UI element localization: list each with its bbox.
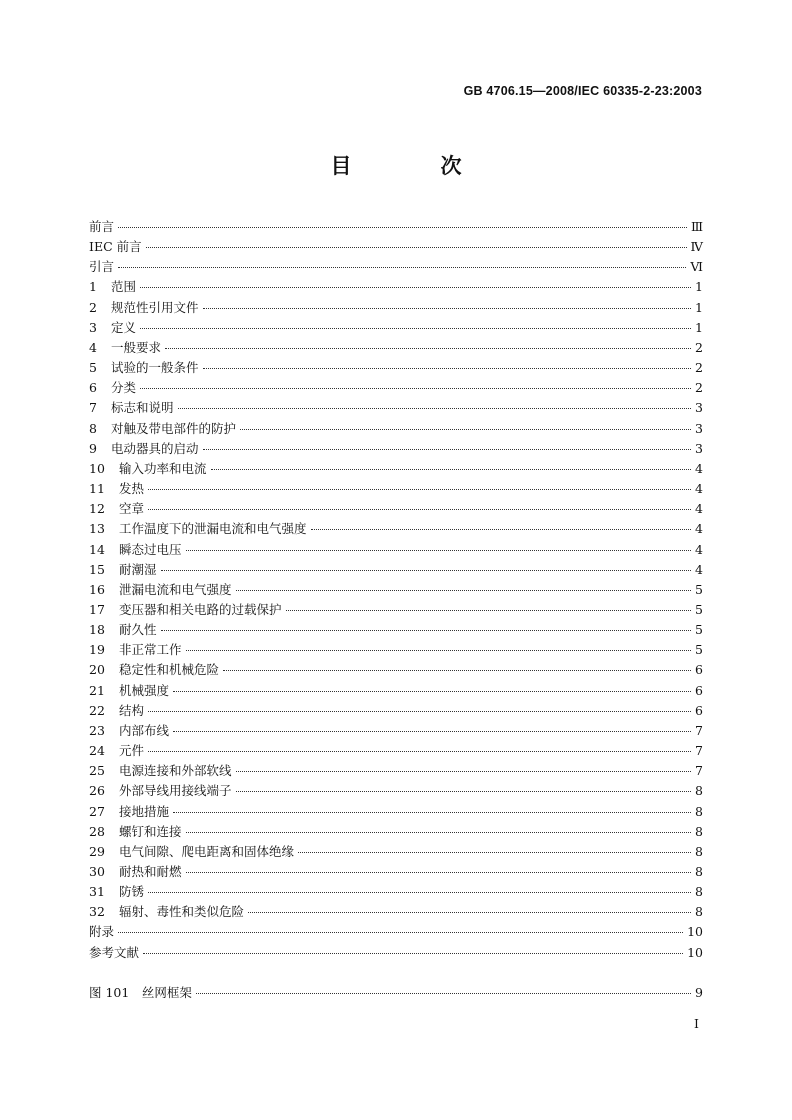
toc-entry-label: 一般要求 xyxy=(111,339,162,355)
toc-entry[interactable] xyxy=(89,902,703,922)
dot-leader xyxy=(223,670,691,671)
toc-entry-page: 3 xyxy=(695,420,703,436)
dot-leader xyxy=(161,630,691,631)
toc-entry-page: 4 xyxy=(695,521,703,537)
toc-entry[interactable] xyxy=(89,217,703,237)
toc-entry-page: 9 xyxy=(695,984,703,1000)
toc-entry-label: 对触及带电部件的防护 xyxy=(111,420,237,436)
dot-leader xyxy=(118,932,683,933)
toc-entry[interactable] xyxy=(89,237,703,257)
toc-entry-number: 11 xyxy=(89,481,105,497)
toc-entry[interactable] xyxy=(89,459,703,479)
toc-entry[interactable] xyxy=(89,943,703,963)
toc-entry-label: 螺钉和连接 xyxy=(119,823,182,839)
toc-entry-label: 参考文献 xyxy=(89,944,140,960)
dot-leader xyxy=(186,832,691,833)
toc-entry-label: 瞬态过电压 xyxy=(119,541,182,557)
toc-entry-page: 6 xyxy=(695,702,703,718)
toc-entry[interactable] xyxy=(89,318,703,338)
toc-entry-label: 机械强度 xyxy=(119,682,170,698)
toc-entry-label: 辐射、毒性和类似危险 xyxy=(119,904,245,920)
toc-entry[interactable] xyxy=(89,298,703,318)
toc-entry-number: 10 xyxy=(89,460,105,476)
toc-entry-label: 稳定性和机械危险 xyxy=(119,662,220,678)
toc-entry-number: 6 xyxy=(89,380,97,396)
toc-entry-page: 1 xyxy=(695,299,703,315)
toc-entry-label: 耐潮湿 xyxy=(119,561,157,577)
dot-leader xyxy=(248,912,691,913)
toc-entry[interactable] xyxy=(89,277,703,297)
toc-entry-page: 2 xyxy=(695,380,703,396)
dot-leader xyxy=(140,388,691,389)
toc-entry-label: 接地措施 xyxy=(119,803,170,819)
toc-entry-page: 8 xyxy=(695,783,703,799)
toc-entry-label: 泄漏电流和电气强度 xyxy=(119,581,232,597)
toc-entry-page: 7 xyxy=(695,763,703,779)
toc-entry-label: 耐热和耐燃 xyxy=(119,864,182,879)
dot-leader xyxy=(286,610,691,611)
dot-leader xyxy=(203,308,691,309)
page-number: Ⅰ xyxy=(694,1016,699,1031)
toc-entry-number: 27 xyxy=(89,803,105,819)
dot-leader xyxy=(148,509,691,510)
toc-entry[interactable] xyxy=(89,640,703,660)
toc-entry[interactable] xyxy=(89,781,703,801)
toc-entry-label: 前言 xyxy=(89,219,115,234)
toc-entry-number: 25 xyxy=(89,763,105,779)
toc-entry[interactable] xyxy=(89,862,703,882)
toc-entry-page: 5 xyxy=(695,581,703,597)
toc-entry-page: 2 xyxy=(695,339,703,355)
toc-entry-label: 防锈 xyxy=(119,884,145,900)
toc-entry-number: 12 xyxy=(89,501,105,517)
dot-leader xyxy=(148,711,691,712)
dot-leader xyxy=(236,791,691,792)
toc-entry-number: 14 xyxy=(89,541,105,557)
toc-entry-number: 22 xyxy=(89,702,105,718)
figure-entry-label: 图 101 丝网框架 xyxy=(89,984,192,1000)
toc-entry-label: 电气间隙、爬电距离和固体绝缘 xyxy=(119,843,295,859)
toc-entry[interactable] xyxy=(89,499,703,519)
toc-entry-number: 17 xyxy=(89,601,105,617)
toc-entry-label: 附录 xyxy=(89,924,115,940)
toc-entry[interactable] xyxy=(89,439,703,459)
toc-entry-label: 引言 xyxy=(89,259,115,275)
toc-entry-number: 19 xyxy=(89,642,105,658)
toc-entry-page: Ⅳ xyxy=(690,239,703,255)
toc-entry-number: 23 xyxy=(89,722,105,738)
toc-entry-number: 7 xyxy=(89,400,97,416)
toc-entry[interactable] xyxy=(89,479,703,499)
dot-leader xyxy=(118,227,687,228)
section-gap xyxy=(89,963,703,983)
dot-leader xyxy=(118,267,686,268)
toc-entry[interactable] xyxy=(89,560,703,580)
toc-entry-page: 5 xyxy=(695,601,703,617)
toc-entry-page: 4 xyxy=(695,561,703,577)
toc-entry-number: 30 xyxy=(89,864,105,879)
toc-entry-page: 4 xyxy=(695,460,703,476)
toc-entry[interactable] xyxy=(89,741,703,761)
toc-entry-number: 16 xyxy=(89,581,105,597)
toc-entry-number: 5 xyxy=(89,360,97,376)
toc-entry-number: 9 xyxy=(89,440,97,456)
dot-leader xyxy=(140,328,691,329)
dot-leader xyxy=(173,731,691,732)
toc-entry-page: 5 xyxy=(695,622,703,638)
toc-entry-label: 定义 xyxy=(111,319,137,335)
dot-leader xyxy=(311,529,691,530)
toc-entry[interactable] xyxy=(89,378,703,398)
toc-entry-number: 4 xyxy=(89,339,97,355)
toc-entry-page: Ⅵ xyxy=(690,259,703,275)
toc-entry-number: 28 xyxy=(89,823,105,839)
toc-entry[interactable] xyxy=(89,660,703,680)
toc-entry-label: 非正常工作 xyxy=(119,642,182,658)
dot-leader xyxy=(146,247,687,248)
toc-entry-label: 耐久性 xyxy=(119,622,157,638)
dot-leader xyxy=(140,287,691,288)
toc-entry-number: 29 xyxy=(89,843,105,859)
toc-entry[interactable] xyxy=(89,922,703,942)
toc-entry-page: 3 xyxy=(695,440,703,456)
toc-entry-number: 18 xyxy=(89,622,105,638)
toc-entry[interactable] xyxy=(89,802,703,822)
toc-entry-page: 1 xyxy=(695,319,703,335)
standard-header: GB 4706.15—2008/IEC 60335-2-23:2003 xyxy=(463,84,702,98)
toc-entry-number: 8 xyxy=(89,420,97,436)
dot-leader xyxy=(211,469,691,470)
toc-entry[interactable] xyxy=(89,600,703,620)
toc-entry[interactable] xyxy=(89,882,703,902)
toc-entry-page: 6 xyxy=(695,682,703,698)
dot-leader xyxy=(203,449,691,450)
toc-entry-page: 2 xyxy=(695,360,703,376)
table-of-contents xyxy=(89,217,703,1003)
toc-entry-label: 工作温度下的泄漏电流和电气强度 xyxy=(119,521,307,537)
toc-entry-page: 8 xyxy=(695,884,703,900)
toc-entry-number: 3 xyxy=(89,319,97,335)
dot-leader xyxy=(161,570,691,571)
toc-entry-number: 2 xyxy=(89,299,97,315)
toc-entry[interactable] xyxy=(89,398,703,418)
dot-leader xyxy=(173,691,691,692)
toc-entry-page: 10 xyxy=(687,924,703,940)
toc-entry[interactable] xyxy=(89,721,703,741)
toc-entry[interactable] xyxy=(89,761,703,781)
toc-entry-page: 8 xyxy=(695,803,703,819)
toc-entry-page: 1 xyxy=(695,279,703,295)
toc-entry-page: 7 xyxy=(695,722,703,738)
toc-entry-number: 26 xyxy=(89,783,105,799)
toc-entry-label: 外部导线用接线端子 xyxy=(119,783,232,799)
toc-entry-page: 6 xyxy=(695,662,703,678)
toc-entry-label: 电动器具的启动 xyxy=(111,440,199,456)
toc-entry-label: 内部布线 xyxy=(119,722,170,738)
toc-entry-label: 规范性引用文件 xyxy=(111,299,199,315)
dot-leader xyxy=(186,550,691,551)
toc-entry-page: 3 xyxy=(695,400,703,416)
toc-entry-label: 电源连接和外部软线 xyxy=(119,763,232,779)
toc-entry[interactable] xyxy=(89,580,703,600)
toc-entry-number: 15 xyxy=(89,561,105,577)
dot-leader xyxy=(203,368,691,369)
toc-entry[interactable] xyxy=(89,358,703,378)
toc-entry-label: 发热 xyxy=(119,481,145,497)
toc-entry-page: 7 xyxy=(695,743,703,759)
page-title: 目 次 xyxy=(330,153,496,178)
dot-leader xyxy=(178,408,691,409)
toc-entry-page: 10 xyxy=(687,944,703,960)
figure-entry[interactable] xyxy=(89,983,703,1003)
toc-entry-number: 1 xyxy=(89,279,97,295)
toc-entry-page: 8 xyxy=(695,823,703,839)
dot-leader xyxy=(186,872,691,873)
toc-entry[interactable] xyxy=(89,519,703,539)
dot-leader xyxy=(148,489,691,490)
toc-entry[interactable] xyxy=(89,701,703,721)
toc-entry[interactable] xyxy=(89,338,703,358)
dot-leader xyxy=(240,429,691,430)
dot-leader xyxy=(165,348,691,349)
toc-entry-page: 5 xyxy=(695,642,703,658)
toc-entry-number: 13 xyxy=(89,521,105,537)
dot-leader xyxy=(236,771,691,772)
toc-entry-label: 结构 xyxy=(119,702,145,718)
toc-entry-number: 32 xyxy=(89,904,105,920)
toc-entry[interactable] xyxy=(89,540,703,560)
dot-leader xyxy=(143,953,683,954)
toc-entry-label: 变压器和相关电路的过载保护 xyxy=(119,601,282,617)
toc-entry[interactable] xyxy=(89,822,703,842)
toc-entry-label: 范围 xyxy=(111,279,137,295)
toc-entry-number: 20 xyxy=(89,662,105,678)
dot-leader xyxy=(186,650,691,651)
dot-leader xyxy=(196,993,691,994)
dot-leader xyxy=(298,852,691,853)
toc-entry[interactable] xyxy=(89,419,703,439)
toc-entry-page: 8 xyxy=(695,864,703,879)
toc-entry-page: 4 xyxy=(695,501,703,517)
toc-entry[interactable] xyxy=(89,842,703,862)
toc-entry-number: 24 xyxy=(89,743,105,759)
toc-entry-label: 试验的一般条件 xyxy=(111,360,199,376)
dot-leader xyxy=(173,812,691,813)
toc-entry-number: 31 xyxy=(89,884,105,900)
toc-entry-label: 元件 xyxy=(119,743,145,759)
toc-entry-number: 21 xyxy=(89,682,105,698)
toc-entry[interactable] xyxy=(89,620,703,640)
dot-leader xyxy=(148,751,691,752)
toc-entry-page: 8 xyxy=(695,904,703,920)
toc-entry[interactable] xyxy=(89,681,703,701)
toc-entry-label: 空章 xyxy=(119,501,145,517)
toc-entry-label: 标志和说明 xyxy=(111,400,174,416)
toc-entry-label: IEC 前言 xyxy=(89,239,142,255)
toc-entry-label: 分类 xyxy=(111,380,137,396)
toc-entry-page: 8 xyxy=(695,843,703,859)
toc-entry[interactable] xyxy=(89,257,703,277)
toc-entry-page: Ⅲ xyxy=(690,219,703,234)
toc-entry-page: 4 xyxy=(695,541,703,557)
toc-entry-page: 4 xyxy=(695,481,703,497)
dot-leader xyxy=(148,892,691,893)
toc-entry-label: 输入功率和电流 xyxy=(119,460,207,476)
dot-leader xyxy=(236,590,691,591)
